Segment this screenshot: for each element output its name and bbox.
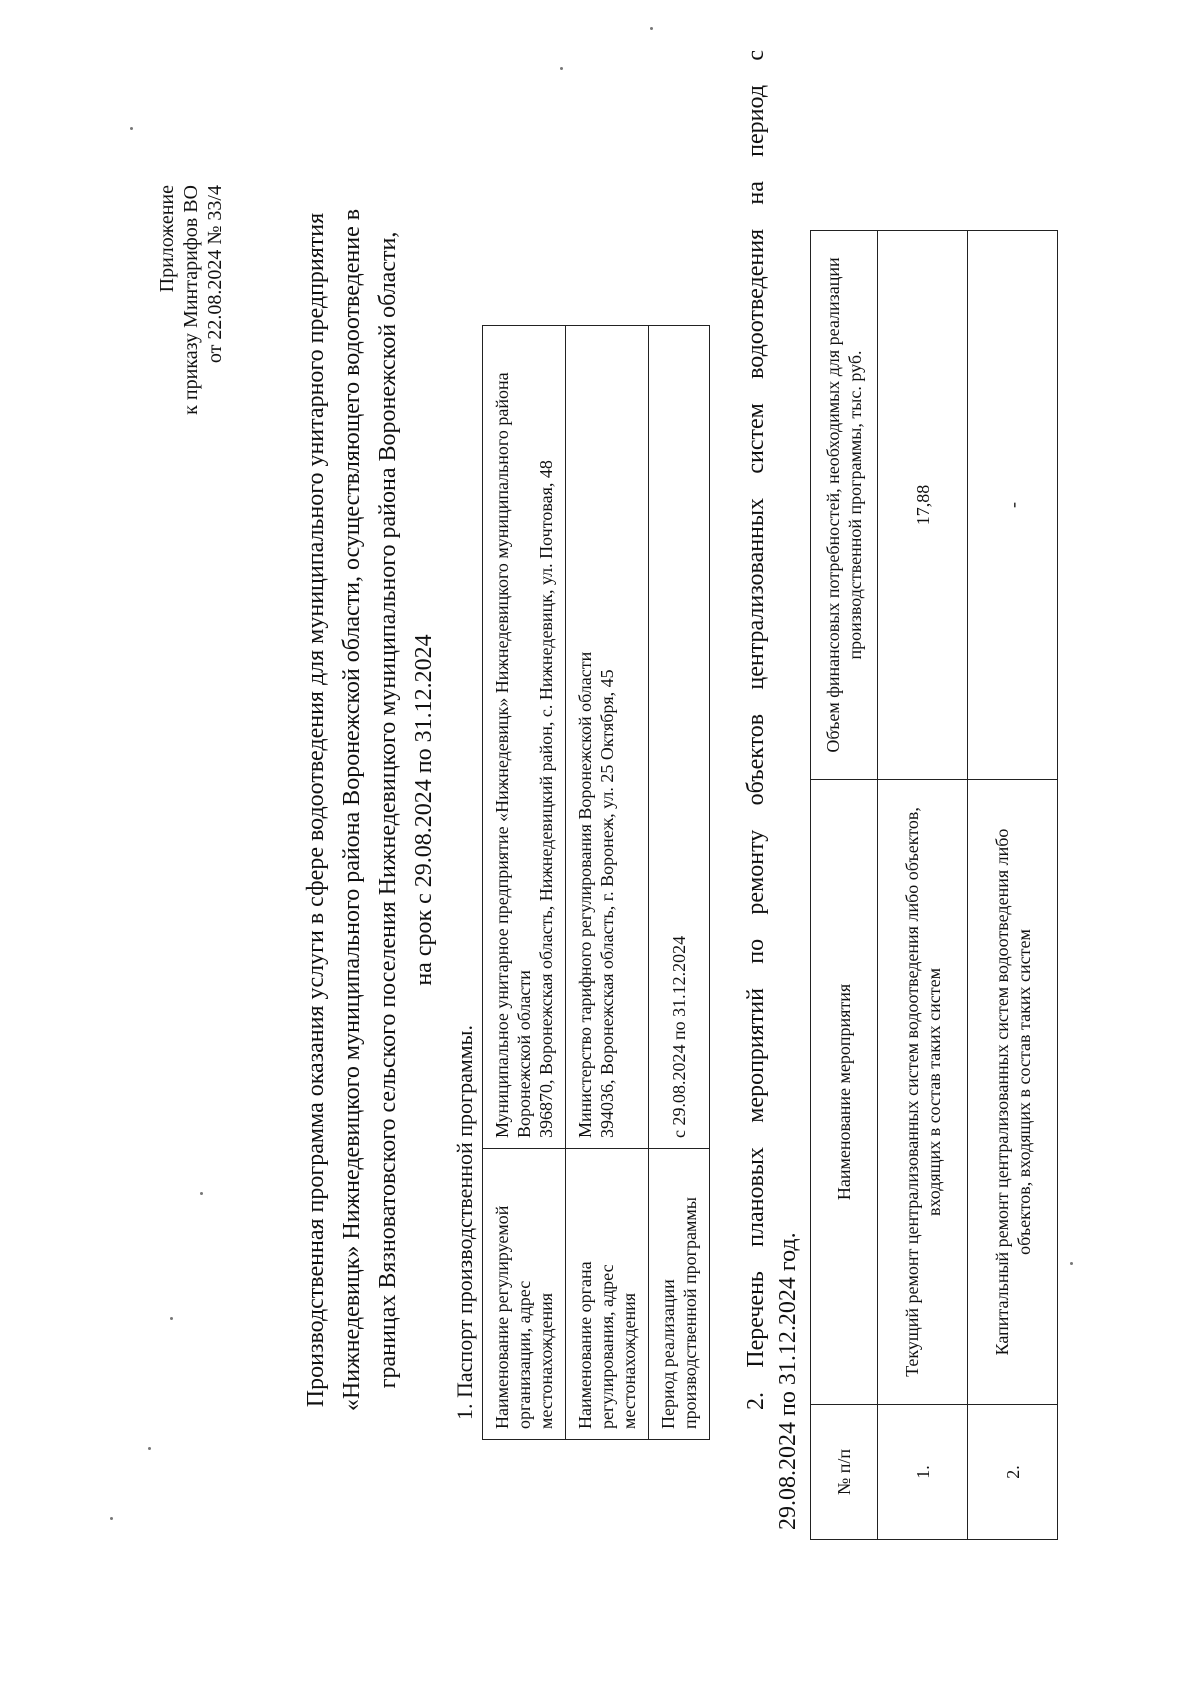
measures-table (810, 230, 1058, 1540)
passport-value (483, 326, 566, 1149)
passport-value-line: 396870, Воронежская область, Нижнедевицкий район, с. Нижнедевицк, ул. Почтовая, 48 (536, 460, 556, 1138)
passport-table (482, 325, 710, 1440)
title-line-2: «Нижнедевицк» Нижнедевицкого муниципального района Воронежской области, осуществляющего водоотведение в (339, 208, 365, 1412)
title-line-1: Производственная программа оказания услуги в сфере водоотведения для муниципального унитарного предприятия (303, 212, 329, 1408)
column-header-amount: Объем финансовых потребностей, необходимых для реализации производственной программы, тыс. руб. (811, 231, 878, 780)
column-header-name: Наименование мероприятия (811, 780, 878, 1405)
title-line-4: на срок с 29.08.2024 по 31.12.2024 (411, 634, 437, 986)
table-row (483, 326, 566, 1440)
row-name: Текущий ремонт централизованных систем водоотведения либо объектов, входящих в состав таких систем (878, 780, 968, 1405)
passport-value-line: с 29.08.2024 по 31.12.2024 (669, 935, 689, 1138)
section-2-heading-line-2: 29.08.2024 по 31.12.2024 год. (775, 1232, 801, 1530)
table-row (566, 326, 649, 1440)
table-row (878, 231, 968, 1540)
section-1-heading: 1. Паспорт производственной программы. (452, 1025, 477, 1420)
document-page (50, 50, 1150, 1650)
document-title (298, 200, 442, 1420)
passport-label: Период реализации производственной программы (649, 1149, 710, 1440)
passport-value-line: 394036, Воронежская область, г. Воронеж, ул. 25 Октября, 45 (597, 669, 617, 1138)
appendix-block (155, 185, 227, 415)
section-2-heading (740, 50, 804, 1530)
column-header-num: № п/п (811, 1405, 878, 1540)
title-line-3: границах Вязноватовского сельского поселения Нижнедевицкого муниципального района Воронежской области, (375, 231, 401, 1389)
appendix-order: к приказу Минтарифов ВО (180, 185, 202, 415)
section-2-heading-line-1: 2. Перечень плановых мероприятий по ремонту объектов централизованных систем водоотведения на период с (743, 50, 769, 1410)
appendix-title: Приложение (156, 185, 178, 293)
passport-value-line: Министерство тарифного регулирования Воронежской области (575, 651, 595, 1138)
appendix-date: от 22.08.2024 № 33/4 (204, 185, 226, 364)
passport-value-line: Муниципальное унитарное предприятие «Нижнедевицк» Нижнедевицкого муниципального района Воронежской области (492, 372, 534, 1138)
row-num: 1. (878, 1405, 968, 1540)
row-amount: 17,88 (878, 231, 968, 780)
passport-label: Наименование регулируемой организации, адрес местонахождения (483, 1149, 566, 1440)
row-name: Капитальный ремонт централизованных систем водоотведения либо объектов, входящих в состав таких систем (968, 780, 1058, 1405)
row-num: 2. (968, 1405, 1058, 1540)
passport-value (649, 326, 710, 1149)
passport-value (566, 326, 649, 1149)
row-amount: - (968, 231, 1058, 780)
passport-label: Наименование органа регулирования, адрес местонахождения (566, 1149, 649, 1440)
table-row (649, 326, 710, 1440)
table-header-row (811, 231, 878, 1540)
table-row (968, 231, 1058, 1540)
